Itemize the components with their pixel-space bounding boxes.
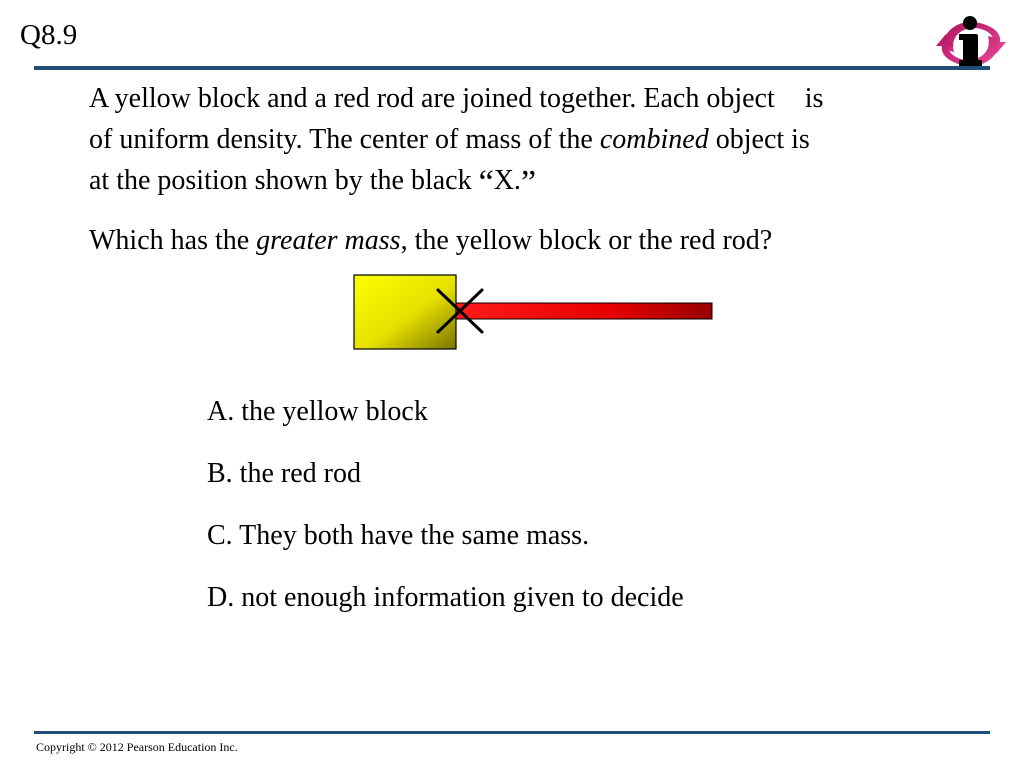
block-rod-figure [350, 272, 720, 356]
emphasis-combined: combined [599, 124, 709, 155]
header-divider [34, 66, 990, 70]
copyright-notice: Copyright © 2012 Pearson Education Inc. [36, 740, 238, 754]
answer-option-c[interactable]: C. They both have the same mass. [207, 520, 590, 551]
answer-option-b[interactable]: B. the red rod [207, 458, 361, 489]
question-prompt [89, 220, 989, 261]
question-line-2-end: object is [708, 124, 810, 155]
question-text [89, 78, 989, 203]
prompt-end: , the yellow block or the red rod? [400, 225, 773, 256]
answer-list [207, 390, 684, 638]
question-line-1: A yellow block and a red rod are joined together. Each object [89, 83, 775, 114]
question-line-2-start: of uniform density. The center of mass of the [89, 124, 600, 155]
emphasis-greater-mass: greater mass [256, 225, 401, 256]
info-person-icon [934, 12, 1008, 72]
slide-id: Q8.9 [20, 19, 78, 51]
prompt-start: Which has the [89, 225, 257, 256]
red-rod [456, 303, 712, 319]
question-line-3: at the position shown by the black [89, 165, 479, 196]
footer-divider [34, 731, 990, 734]
question-line-1-end: is [804, 83, 824, 114]
open-quote: “ [478, 164, 494, 201]
x-label: X. [493, 165, 521, 196]
yellow-block [354, 275, 456, 349]
answer-option-a[interactable]: A. the yellow block [207, 396, 428, 427]
close-quote: ” [520, 164, 537, 201]
answer-option-d[interactable]: D. not enough information given to decide [207, 582, 684, 613]
